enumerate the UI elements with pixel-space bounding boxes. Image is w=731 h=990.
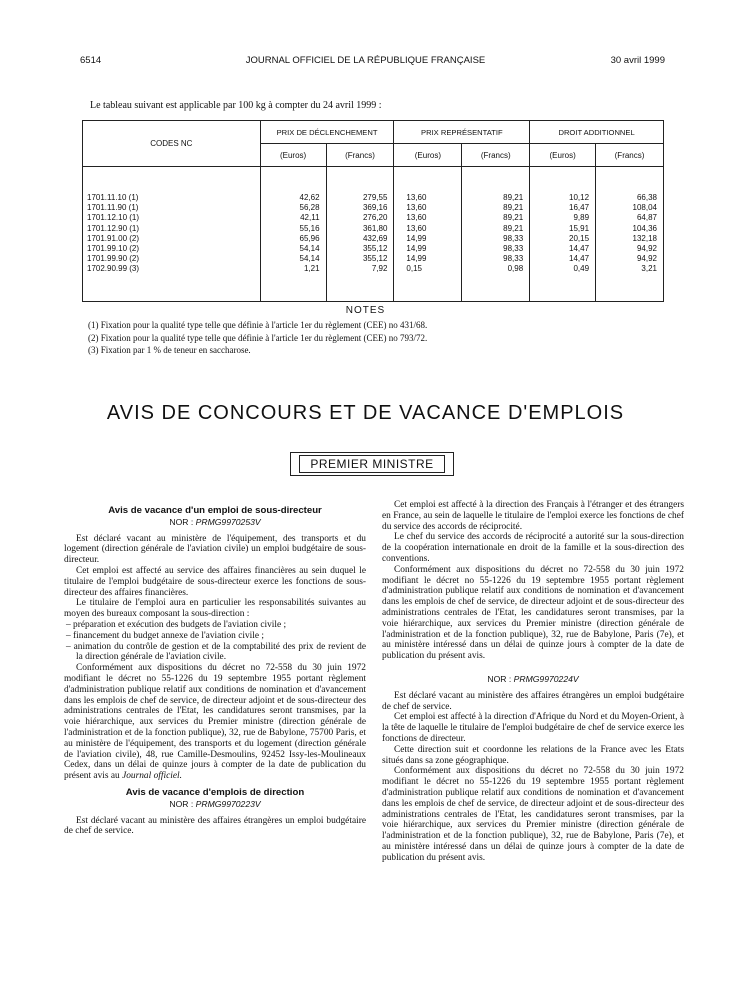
nor-label: NOR : — [169, 516, 194, 527]
notice-heading: Avis de vacance d'un emploi de sous-directeur — [108, 505, 322, 516]
value-cell: 369,16 — [362, 203, 388, 213]
value-cell: 98,33 — [503, 254, 524, 264]
group-header: PRIX DE DÉCLENCHEMENT — [260, 121, 394, 144]
value-cell: 104,36 — [632, 223, 657, 233]
nor-code: PRMG9970223V — [195, 798, 261, 809]
paragraph: Cet emploi est affecté au service des affaires financières au sein duquel le titulaire de l'emploi budgétaire de sous-directeur exerce les fonctions de sous-directeur des affaires financières. — [64, 565, 366, 598]
value-cell: 16,47 — [569, 203, 590, 213]
responsibility-list — [64, 620, 366, 663]
section-title: AVIS DE CONCOURS ET DE VACANCE D'EMPLOIS — [106, 402, 625, 424]
value-cell: 355,12 — [362, 243, 388, 253]
paragraph: Est déclaré vacant au ministère des affaires étrangères un emploi budgétaire de chef de service. — [382, 690, 684, 712]
page-number: 6514 — [80, 55, 102, 66]
value-cell: 66,38 — [636, 193, 657, 202]
value-cell: 13,60 — [406, 193, 427, 202]
value-cell: 132,18 — [632, 233, 657, 243]
list-item: – financement du budget annexe de l'aviation civile ; — [66, 630, 264, 641]
code-cell: 1702.90.99 (3) — [87, 264, 140, 274]
paragraph: Cette direction suit et coordonne les relations de la France avec les Etats situés dans sa zone géographique. — [382, 744, 684, 766]
value-cell: 279,55 — [362, 193, 388, 202]
nor-reference — [64, 799, 366, 810]
note-item: (2) Fixation pour la qualité type telle que définie à l'article 1er du règlement (CEE) no 793/72. — [88, 332, 428, 343]
value-cell: 14,99 — [406, 254, 427, 264]
value-column — [530, 167, 596, 302]
value-cell: 14,99 — [406, 243, 427, 253]
value-cell: 0,15 — [406, 264, 422, 274]
paragraph: Cet emploi est affecté à la direction d'Afrique du Nord et du Moyen-Orient, à la tête de laquelle le titulaire de l'emploi budgétaire de chef de service exerce les fonctions de directeur. — [382, 712, 684, 744]
value-cell: 89,21 — [503, 213, 524, 223]
nor-reference — [64, 517, 366, 528]
value-cell: 14,99 — [406, 233, 427, 243]
value-cell: 42,11 — [300, 213, 320, 223]
list-item: – préparation et exécution des budgets de l'aviation civile ; — [66, 619, 287, 630]
value-column — [394, 167, 462, 302]
nor-code: PRMG9970253V — [195, 516, 261, 527]
value-cell: 10,12 — [569, 193, 590, 202]
note-item: (1) Fixation pour la qualité type telle que définie à l'article 1er du règlement (CEE) no 431/68. — [88, 320, 428, 330]
code-cell: 1701.91.00 (2) — [87, 233, 140, 243]
currency-header: (Francs) — [462, 144, 530, 167]
group-header: PRIX REPRÉSENTATIF — [394, 121, 530, 144]
notice-heading: Avis de vacance d'emplois de direction — [125, 786, 305, 798]
value-cell: 432,69 — [362, 233, 388, 243]
journal-title: JOURNAL OFFICIEL DE LA RÉPUBLIQUE FRANÇAISE — [245, 55, 486, 66]
value-cell: 13,60 — [406, 213, 427, 223]
notes-title: NOTES — [345, 305, 386, 316]
paragraph: Conformément aux dispositions du décret no 72-558 du 30 juin 1972 modifiant le décret no 55-1226 du 19 septembre 1955 portant règlement d'administration publique relatif aux conditions de nomination et d'avancement dans les emplois de chef de service, de directeur adjoint et de sous-directeur des administrations centrales de l'Etat, les candidatures seront transmises, par la voie hiérarchique, aux services du Premier ministre (direction générale de l'administration et de la fonction publique), 32, rue de Babylone, Paris (7e), et au ministère intéressé dans un délai de quinze jours à compter de la date de publication du présent avis. — [382, 766, 684, 863]
value-cell: 55,16 — [299, 223, 320, 233]
value-cell: 7,92 — [371, 264, 388, 274]
paragraph: Est déclaré vacant au ministère des affaires étrangères un emploi budgétaire de chef de service. — [64, 815, 366, 837]
paragraph: Est déclaré vacant au ministère de l'équipement, des transports et du logement (direction générale de l'aviation civile) un emploi budgétaire de sous-directeur. — [64, 533, 366, 566]
journal-reference: Journal officiel. — [122, 771, 182, 782]
value-column — [326, 167, 394, 302]
notes-list — [88, 319, 427, 357]
value-cell: 15,91 — [569, 223, 590, 233]
value-cell: 98,33 — [503, 243, 524, 253]
currency-header: (Euros) — [394, 144, 462, 167]
paragraph: Le chef du service des accords de réciprocité a autorité sur la sous-direction de la coopération internationale en droit de la famille et la sous-direction des conventions. — [382, 532, 684, 564]
value-cell: 89,21 — [503, 203, 524, 213]
value-column — [260, 167, 326, 302]
paragraph: Cet emploi est affecté à la direction des Français à l'étranger et des étrangers en France, au sein de laquelle le titulaire de l'emploi exerce les fonctions de chef du service des accords de réciprocité. — [382, 500, 684, 532]
value-cell: 276,20 — [362, 213, 388, 223]
code-cell: 1701.12.90 (1) — [87, 223, 140, 233]
value-cell: 108,04 — [632, 203, 657, 213]
value-cell: 56,28 — [299, 203, 320, 213]
currency-header: (Francs) — [596, 144, 664, 167]
value-column — [462, 167, 530, 302]
currency-header: (Euros) — [530, 144, 596, 167]
right-column — [382, 500, 684, 864]
nor-label: NOR : — [487, 673, 512, 684]
value-cell: 89,21 — [503, 223, 524, 233]
codes-column — [83, 167, 261, 302]
issue-date: 30 avril 1999 — [610, 55, 665, 66]
left-column — [64, 500, 366, 837]
value-cell: 89,21 — [503, 193, 524, 202]
code-cell: 1701.12.10 (1) — [87, 213, 140, 223]
value-cell: 94,92 — [636, 243, 657, 253]
value-cell: 0,98 — [507, 264, 524, 274]
intro-text: Le tableau suivant est applicable par 100 kg à compter du 24 avril 1999 : — [90, 100, 382, 111]
ministry-box — [290, 452, 454, 476]
value-cell: 13,60 — [406, 223, 427, 233]
value-cell: 355,12 — [362, 254, 388, 264]
code-cell: 1701.99.10 (2) — [87, 243, 140, 253]
value-cell: 9,89 — [573, 213, 590, 223]
nor-reference — [382, 674, 684, 685]
value-cell: 361,80 — [362, 223, 388, 233]
value-cell: 94,92 — [636, 254, 657, 264]
value-cell: 0,49 — [573, 264, 590, 274]
value-cell: 54,14 — [299, 254, 320, 264]
codes-header: CODES NC — [83, 121, 261, 167]
value-cell: 65,96 — [299, 233, 320, 243]
value-cell: 20,15 — [569, 233, 590, 243]
paragraph: Conformément aux dispositions du décret no 72-558 du 30 juin 1972 modifiant le décret no 55-1226 du 19 septembre 1955 portant règlement d'administration publique relatif aux conditions de nomination et d'avancement dans les emplois de chef de service, de directeur adjoint et de sous-directeur des administrations centrales de l'Etat, les candidatures seront transmises, par la voie hiérarchique, aux services du Premier ministre (direction générale de l'administration et de la fonction publique), 32, rue de Babylone, Paris (7e), et au ministère intéressé dans un délai de quinze jours à compter de la date de publication du présent avis. — [382, 564, 684, 662]
value-cell: 14,47 — [569, 254, 590, 264]
value-cell: 64,87 — [636, 213, 657, 223]
note-item: (3) Fixation par 1 % de teneur en saccharose. — [88, 345, 251, 355]
value-cell: 1,21 — [303, 264, 320, 274]
ministry-label: PREMIER MINISTRE — [299, 455, 444, 473]
group-header: DROIT ADDITIONNEL — [530, 121, 664, 144]
value-cell: 14,47 — [569, 243, 590, 253]
list-item: – animation du contrôle de gestion et de la comptabilité des prix de revient de la direction générale de l'aviation civile. — [66, 641, 366, 663]
nor-code: PRMG9970224V — [513, 673, 579, 684]
code-cell: 1701.99.90 (2) — [87, 254, 140, 264]
value-column — [596, 167, 664, 302]
value-cell: 98,33 — [503, 233, 524, 243]
tariff-table — [82, 120, 664, 302]
value-cell: 42,62 — [299, 193, 320, 202]
currency-header: (Francs) — [326, 144, 394, 167]
value-cell: 3,21 — [641, 264, 657, 274]
nor-label: NOR : — [169, 798, 194, 809]
value-cell: 54,14 — [299, 243, 320, 253]
currency-header: (Euros) — [260, 144, 326, 167]
value-cell: 13,60 — [406, 203, 427, 213]
code-cell: 1701.11.10 (1) — [87, 193, 139, 202]
paragraph: Le titulaire de l'emploi aura en particulier les responsabilités suivantes au moyen des bureaux composant la sous-direction : — [64, 598, 366, 620]
paragraph — [64, 663, 366, 782]
paragraph-text: Conformément aux dispositions du décret no 72-558 du 30 juin 1972 modifiant le décret no 55-1226 du 19 septembre 1955 portant règlement d'administration publique relatif aux conditions de nomination et d'avancement dans les emplois de chef de service, de directeur adjoint et de sous-directeur des administrations centrales de l'Etat, les candidatures seront transmises, par la voie hiérarchique, aux services du Premier ministre (direction générale de l'administration et de la fonction publique), 32, rue de Babylone, 75700 Paris, et au ministère de l'équipement, des transports et du logement (direction générale de l'aviation civile), 48, rue Camille-Desmoulins, 92452 Issy-les-Moulineaux Cedex, dans un délai de quinze jours à compter de la date de publication du présent avis au — [64, 663, 366, 782]
code-cell: 1701.11.90 (1) — [87, 203, 139, 213]
